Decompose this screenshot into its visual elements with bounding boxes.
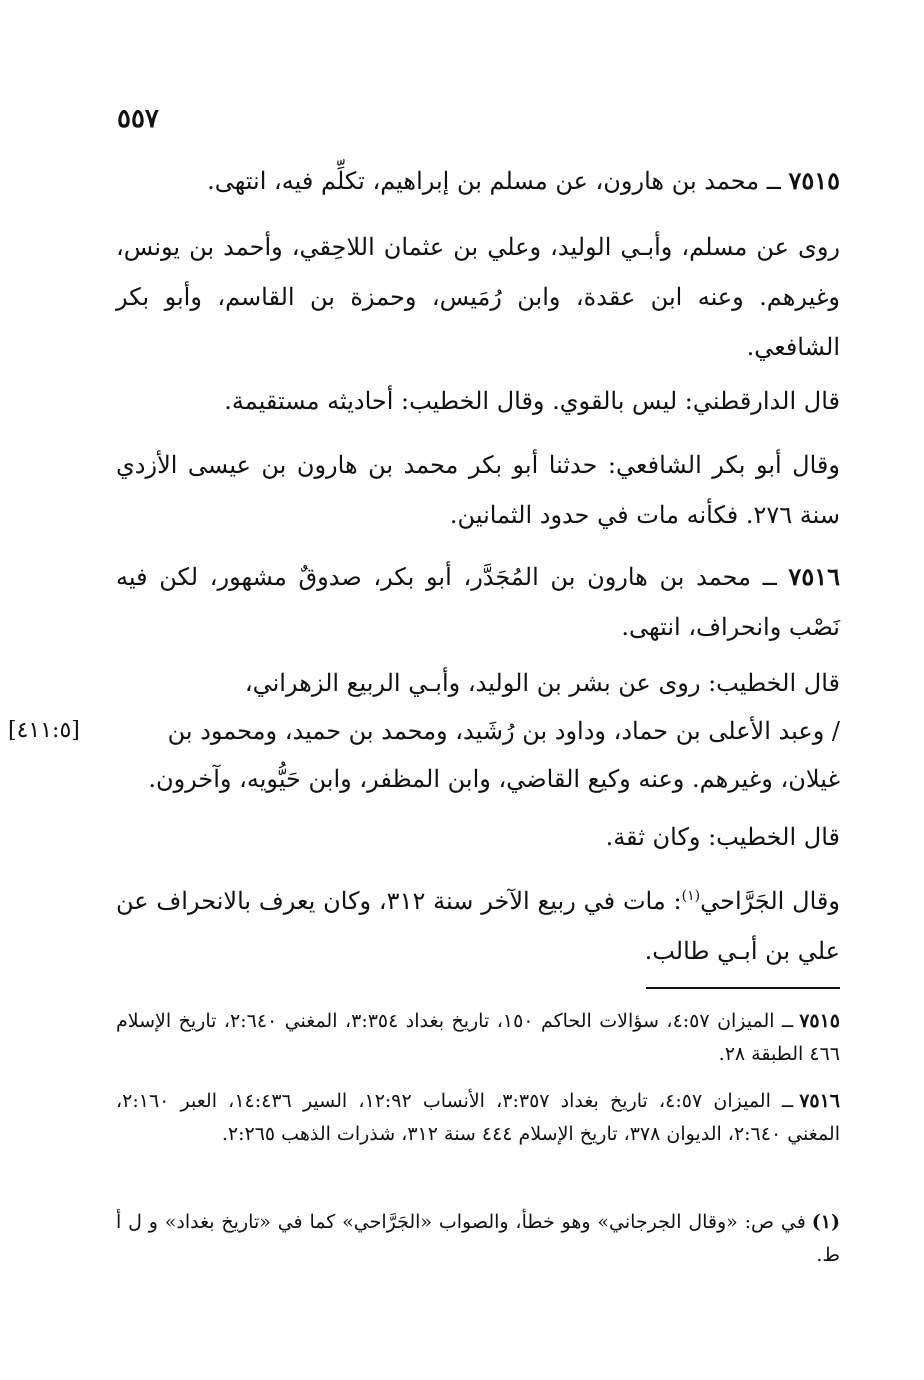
footnote-number: ٧٥١٥ — [799, 1010, 841, 1032]
entry-7515-paragraph-2: قال الدارقطني: ليس بالقوي. وقال الخطيب: أحاديثه مستقيمة. — [224, 387, 840, 415]
entry-dash: ــ — [759, 167, 789, 195]
entry-7515-header — [116, 156, 840, 206]
margin-reference: [٤١١:٥] — [8, 718, 80, 743]
entry-7515-paragraph-3: وقال أبو بكر الشافعي: حدثنا أبو بكر محمد بن هارون بن عيسى الأزدي سنة ٢٧٦. فكأنه مات في حدود الثمانين. — [116, 451, 840, 529]
paragraph-text-before-note: وقال الجَرَّاحي — [700, 887, 840, 915]
entry-header-text: محمد بن هارون بن المُجَدَّر، أبو بكر، صدوقٌ مشهور، لكن فيه نَصْب وانحراف، انتهى. — [116, 563, 840, 641]
entry-7516-header — [116, 552, 840, 652]
footnote-7515 — [116, 1005, 840, 1071]
footnote-number: ٧٥١٦ — [799, 1090, 841, 1112]
entry-7516-paragraph-2: قال الخطيب: وكان ثقة. — [605, 823, 840, 851]
entry-7515-paragraph-1: روى عن مسلم، وأبـي الوليد، وعلي بن عثمان اللاحِقي، وأحمد بن يونس، وغيرهم. وعنه ابن عقدة، وابن رُمَيس، وحمزة بن القاسم، وأبو بكر الشافعي. — [116, 233, 840, 361]
entry-7516-paragraph-1-line-2: / وعبد الأعلى بن حماد، وداود بن رُشَيد، ومحمد بن حميد، ومحمود بن — [167, 717, 840, 745]
footnote-7516 — [116, 1085, 840, 1151]
footnote-marker: (١) — [681, 888, 701, 904]
footnote-1 — [116, 1206, 840, 1272]
footnote-text: ــ الميزان ٤:٥٧، تاريخ بغداد ٣:٣٥٧، الأنساب ١٢:٩٢، السير ١٤:٤٣٦، العبر ٢:١٦٠، المغني ٢:٦٤٠، الديوان ٣٧٨، تاريخ الإسلام ٤٤٤ سنة ٣١٢، شذرات الذهب ٢:٢٦٥. — [116, 1090, 840, 1145]
footnote-text: ــ الميزان ٤:٥٧، سؤالات الحاكم ١٥٠، تاريخ بغداد ٣:٣٥٤، المغني ٢:٦٤٠، تاريخ الإسلام ٤٦٦ الطبقة ٢٨. — [116, 1010, 840, 1065]
paragraph-text-after-note: : مات في ربيع الآخر سنة ٣١٢، وكان يعرف بالانحراف عن علي بن أبـي طالب. — [116, 887, 840, 965]
page-number: ٥٥٧ — [117, 104, 159, 134]
footnote-separator-rule — [646, 987, 840, 989]
entry-number: ٧٥١٦ — [788, 562, 840, 591]
footnote-text: في ص: «وقال الجرجاني» وهو خطأ، والصواب «الجَرَّاحي» كما في «تاريخ بغداد» و ل أ ط. — [116, 1211, 840, 1266]
entry-header-text: محمد بن هارون، عن مسلم بن إبراهيم، تكلِّم فيه، انتهى. — [207, 167, 760, 195]
entry-dash: ــ — [750, 563, 789, 591]
entry-number: ٧٥١٥ — [788, 166, 840, 195]
footnote-number: (١) — [811, 1211, 840, 1233]
entry-7516-paragraph-1-line-1: قال الخطيب: روى عن بشر بن الوليد، وأبـي الربيع الزهراني، — [244, 669, 840, 697]
entry-7516-paragraph-3 — [116, 876, 840, 976]
entry-7516-paragraph-1-line-3: غيلان، وغيرهم. وعنه وكيع القاضي، وابن المظفر، وابن حَيُّويه، وآخرون. — [148, 765, 840, 793]
